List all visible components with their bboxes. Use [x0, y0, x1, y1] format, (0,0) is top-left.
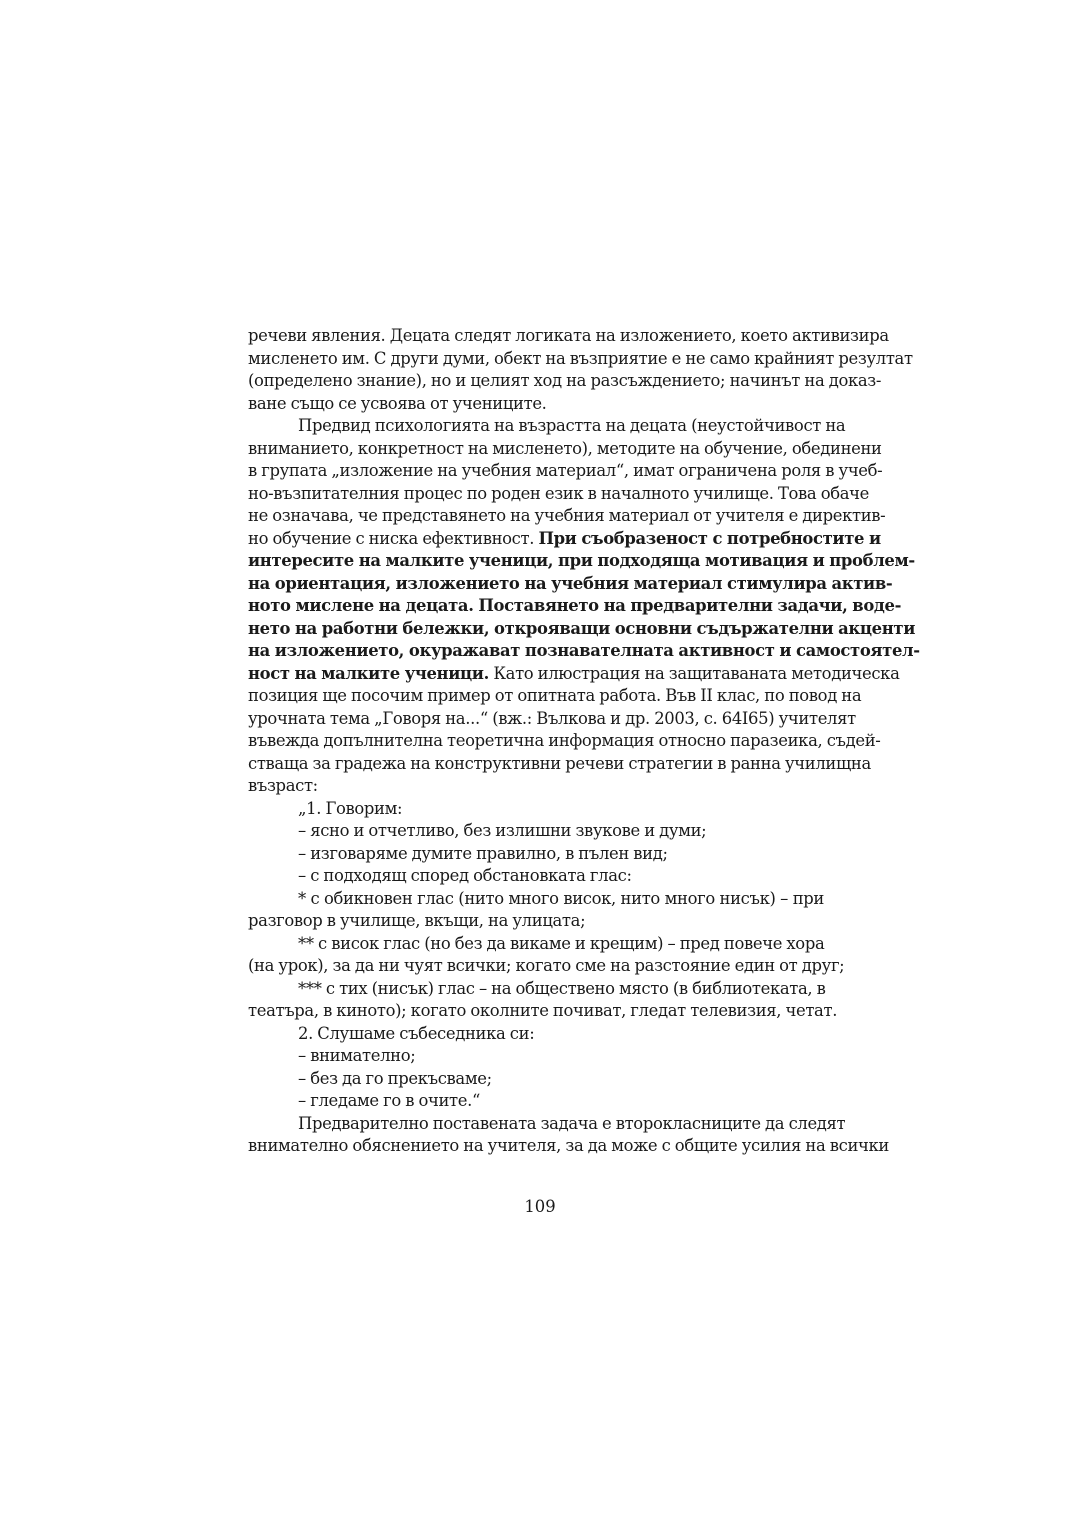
text-line	[248, 753, 871, 776]
text-line	[248, 933, 824, 956]
bold-text-segment: ното мислене на децата. Поставянето на предварителни задачи, воде-	[248, 596, 902, 615]
text-segment: речеви явления. Децата следят логиката на изложението, което активизира	[248, 326, 889, 345]
text-line	[248, 640, 920, 663]
text-segment: но-възпитателния процес по роден език в началното училище. Това обаче	[248, 483, 870, 503]
text-segment: разговор в училище, вкъщи, на улицата;	[248, 911, 586, 930]
text-line	[248, 415, 846, 438]
text-line	[248, 1000, 838, 1023]
bold-text-segment: на ориентация, изложението на учебния материал стимулира актив-	[248, 573, 893, 593]
text-segment: внимателно обяснението на учителя, за да може с общите усилия на всички	[248, 1136, 890, 1155]
text-segment: Предварително поставената задача е второкласниците да следят	[298, 1113, 846, 1133]
text-segment: театъра, в киното); когато околните почиват, гледат телевизия, четат.	[248, 1001, 838, 1020]
text-segment: урочната тема „Говоря на...“ (вж.: Вълкова и др. 2003, с. 64І65) учителят	[248, 708, 856, 728]
text-line	[248, 1113, 846, 1136]
text-line	[248, 1068, 824, 1091]
body-text	[248, 325, 920, 1158]
text-segment: не означава, че представянето на учебния материал от учителя е директив-	[248, 506, 886, 525]
bold-text-segment: ност на малките ученици.	[248, 663, 489, 683]
text-line	[248, 460, 883, 483]
text-segment: „1. Говорим:	[298, 798, 403, 818]
text-segment: мисленето им. С други думи, обект на възприятие е не само крайният резултат	[248, 348, 913, 368]
text-segment: Предвид психологията на възрастта на децата (неустойчивост на	[298, 416, 846, 435]
text-line	[248, 528, 881, 551]
text-segment: – без да го прекъсваме;	[298, 1068, 492, 1088]
text-segment: (на урок), за да ни чуят всички; когато сме на разстояние един от друг;	[248, 956, 845, 975]
page-number: 109	[524, 1197, 556, 1216]
text-segment: Като илюстрация на защитаваната методическа	[488, 663, 900, 683]
text-segment: ване също се усвоява от учениците.	[248, 393, 547, 413]
text-line	[248, 618, 916, 641]
text-line	[248, 370, 882, 393]
text-line	[248, 820, 824, 843]
text-line	[248, 775, 824, 798]
bold-text-segment: При съобразеност с потребностите и	[538, 528, 881, 548]
text-line	[248, 865, 824, 888]
text-line	[248, 955, 845, 978]
text-segment: въвежда допълнителна теоретична информация относно паразеика, съдей-	[248, 731, 881, 750]
text-line	[248, 550, 915, 573]
text-line	[248, 708, 856, 731]
text-segment: стваща за градежа на конструктивни речеви стратегии в ранна училищна	[248, 753, 871, 773]
text-line	[248, 910, 824, 933]
text-segment: в групата „изложение на учебния материал“, имат ограничена роля в учеб-	[248, 461, 883, 480]
text-segment: (определено знание), но и целият ход на разсъждението; начинът на доказ-	[248, 371, 882, 390]
text-line	[248, 1090, 824, 1113]
text-segment: вниманието, конкретност на мисленето), методите на обучение, обединени	[248, 438, 882, 458]
text-line	[248, 798, 824, 821]
text-segment: 2. Слушаме събеседника си:	[298, 1023, 535, 1043]
text-segment: *** с тих (нисък) глас – на обществено място (в библиотеката, в	[298, 978, 826, 998]
text-line	[248, 1135, 890, 1158]
text-segment: – гледаме го в очите.“	[298, 1091, 481, 1110]
text-segment: възраст:	[248, 776, 318, 795]
text-line	[248, 843, 824, 866]
text-line	[248, 483, 870, 506]
text-segment: ** с висок глас (но без да викаме и крещим) – пред повече хора	[298, 933, 825, 953]
text-line	[248, 978, 824, 1001]
text-line	[248, 1045, 824, 1068]
text-line	[248, 438, 882, 461]
text-line	[248, 505, 886, 528]
text-line	[248, 685, 862, 708]
text-line	[248, 348, 913, 371]
text-line	[248, 730, 881, 753]
text-line	[248, 573, 893, 596]
text-line	[248, 888, 824, 911]
text-line	[248, 1023, 824, 1046]
text-line	[248, 595, 902, 618]
text-segment: * с обикновен глас (нито много висок, нито много нисък) – при	[298, 888, 824, 908]
text-segment: – изговаряме думите правилно, в пълен вид;	[298, 843, 668, 863]
text-line	[248, 393, 824, 416]
text-segment: но обучение с ниска ефективност.	[248, 528, 539, 548]
bold-text-segment: на изложението, окуражават познавателната активност и самостоятел-	[248, 641, 920, 660]
text-line	[248, 663, 900, 686]
text-line	[248, 325, 889, 348]
bold-text-segment: интересите на малките ученици, при подходяща мотивация и проблем-	[248, 551, 915, 570]
text-segment: позиция ще посочим пример от опитната работа. Във II клас, по повод на	[248, 686, 862, 705]
text-segment: – внимателно;	[298, 1046, 416, 1065]
text-segment: – ясно и отчетливо, без излишни звукове и думи;	[298, 821, 707, 840]
bold-text-segment: нето на работни бележки, открояващи основни съдържателни акценти	[248, 618, 916, 638]
text-segment: – с подходящ според обстановката глас:	[298, 866, 632, 885]
